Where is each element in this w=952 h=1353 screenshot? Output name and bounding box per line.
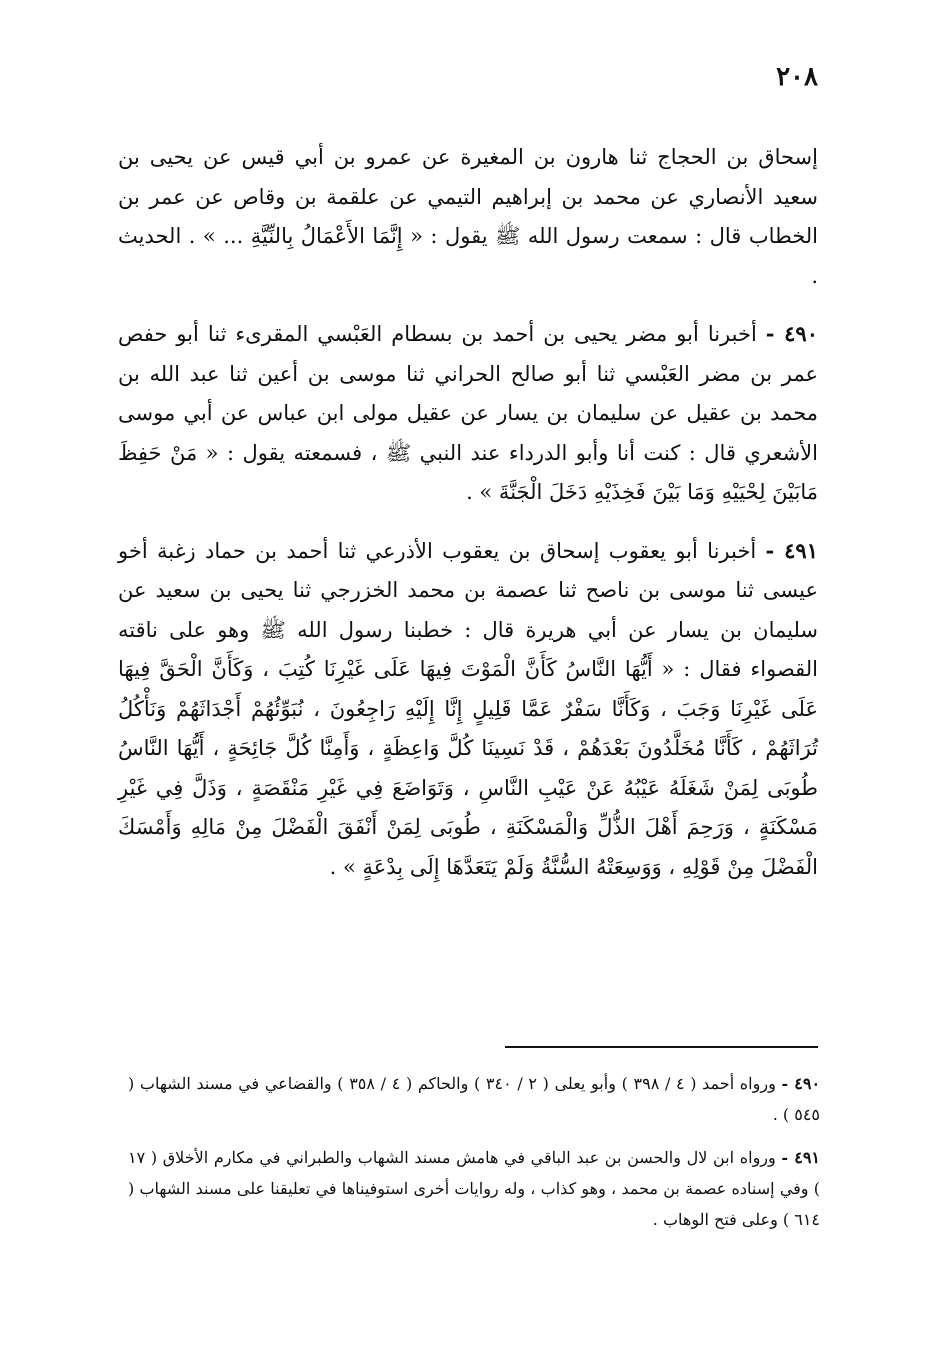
footnote-number: ٤٩٠ - — [781, 1074, 821, 1093]
main-text — [118, 138, 818, 905]
footnote-number: ٤٩١ - — [781, 1148, 820, 1167]
hadith-number: ٤٩٠ - — [765, 321, 818, 346]
footnote-text: ورواه ابن لال والحسن بن عبد الباقي في هامش مسند الشهاب والطبراني في مكارم الأخلاق ( ١٧ ) وفي إسناده عصمة بن محمد ، وهو كذاب ، وله روايات أخرى استوفيناها في تعليقنا على مسند الشهاب ( ٦١٤ ) وعلى فتح الوهاب . — [128, 1148, 820, 1229]
footnote-text: ورواه أحمد ( ٤ / ٣٩٨ ) وأبو يعلى ( ٢ / ٣٤٠ ) والحاكم ( ٤ / ٣٥٨ ) والقضاعي في مسند الشهاب ( ٥٤٥ ) . — [128, 1074, 820, 1124]
paragraph-text: أخبرنا أبو مضر يحيى بن أحمد بن بسطام العَبْسي المقرىء ثنا أبو حفص عمر بن مضر العَبْسي ثنا أبو صالح الحراني ثنا موسى بن أعين ثنا عبد الله بن محمد بن عقيل عن سليمان بن يسار عن عقيل مولى ابن عباس عن أبي موسى الأشعري قال : كنت أنا وأبو الدرداء عند النبي ﷺ ، فسمعته يقول : « مَنْ حَفِظَ مَابَيْنَ لِحْيَيْهِ وَمَا بَيْنَ فَخِذَيْهِ دَخَلَ الْجَنَّةَ » . — [118, 322, 818, 504]
page-number: ٢٠٨ — [776, 62, 818, 92]
footnotes — [128, 1068, 820, 1247]
footnote-490 — [128, 1068, 820, 1130]
footnote-491 — [128, 1142, 820, 1235]
hadith-paragraph-490 — [118, 314, 818, 513]
paragraph-text: أخبرنا أبو يعقوب إسحاق بن يعقوب الأذرعي ثنا أحمد بن حماد زغبة أخو عيسى ثنا موسى بن ناصح ثنا عصمة بن محمد الخزرجي ثنا يحيى بن سعيد عن سليمان بن يسار عن أبي هريرة قال : خطبنا رسول الله ﷺ وهو على ناقته القصواء فقال : « أَيُّهَا النَّاسُ كَأَنَّ الْمَوْتَ فِيهَا عَلَى غَيْرِنَا كُتِبَ ، وَكَأَنَّ الْحَقَّ فِيهَا عَلَى غَيْرِنَا وَجَبَ ، وَكَأَنَّا سَفْرٌ عَمَّا قَلِيلٍ إِنَّا إِلَيْهِ رَاجِعُونَ ، نُبَوِّئُهُمْ أَجْدَاثَهُمْ وَنَأْكُلُ تُرَاثَهُمْ ، كَأَنَّا مُخَلَّدُونَ بَعْدَهُمْ ، قَدْ نَسِينَا كُلَّ وَاعِظَةٍ ، وَأَمِنَّا كُلَّ جَائِحَةٍ ، أَيُّهَا النَّاسُ طُوبَى لِمَنْ شَغَلَهُ عَيْبُهُ عَنْ عَيْبِ النَّاسِ ، وَتَوَاضَعَ فِي غَيْرِ مَنْقَصَةٍ ، وَذَلَّ فِي غَيْرِ مَسْكَنَةٍ ، وَرَحِمَ أَهْلَ الذُّلِّ وَالْمَسْكَنَةِ ، طُوبَى لِمَنْ أَنْفَقَ الْفَضْلَ مِنْ مَالِهِ وَأَمْسَكَ الْفَضْلَ مِنْ قَوْلِهِ ، وَوَسِعَتْهُ السُّنَّةُ وَلَمْ يَتَعَدَّهَا إِلَى بِدْعَةٍ » . — [118, 538, 818, 879]
hadith-paragraph-491 — [118, 531, 818, 888]
hadith-number: ٤٩١ - — [765, 537, 818, 563]
footnote-divider — [505, 1046, 818, 1048]
paragraph-text: إسحاق بن الحجاج ثنا هارون بن المغيرة عن عمرو بن أبي قيس عن يحيى بن سعيد الأنصاري عن محمد بن إبراهيم التيمي عن علقمة بن وقاص عن عمر بن الخطاب قال : سمعت رسول الله ﷺ يقول : « إِنَّمَا الأَعْمَالُ بِالنِّيَّةِ ... » . الحديث . — [118, 145, 818, 288]
hadith-paragraph-continuation — [118, 138, 818, 296]
